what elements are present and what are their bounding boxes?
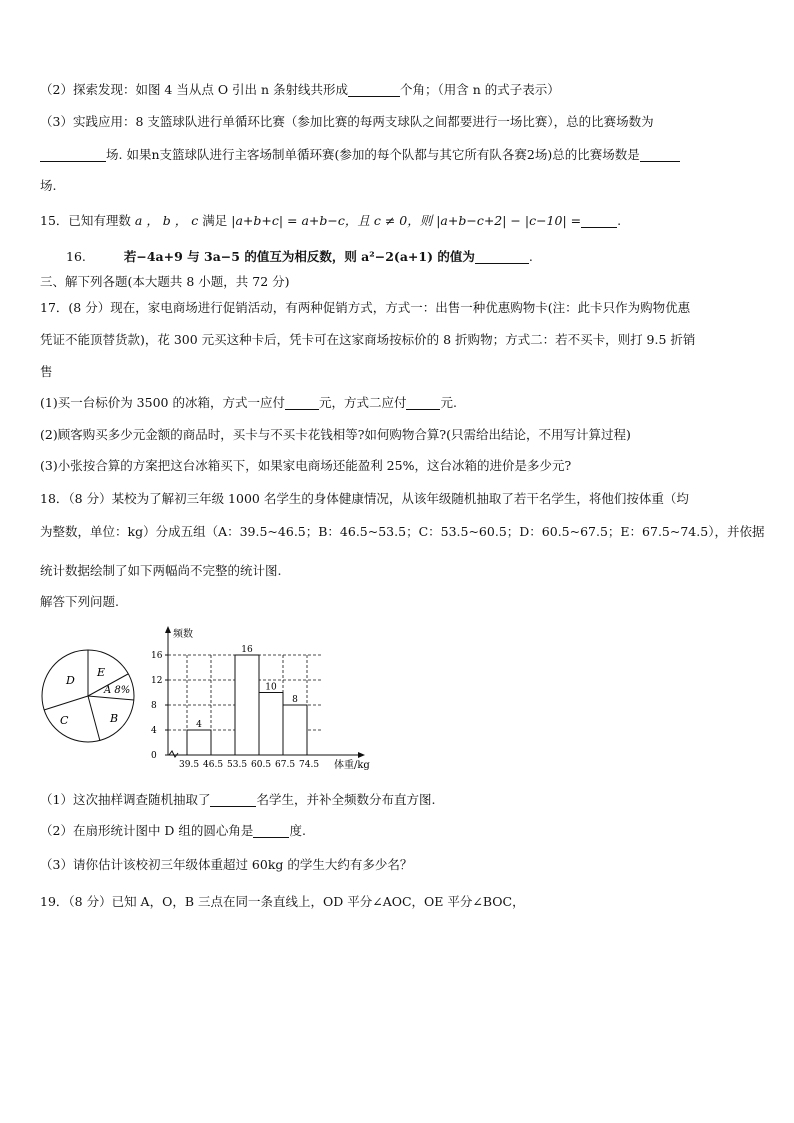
pie-label-d: D: [66, 674, 75, 687]
q16-number: 16.: [66, 249, 86, 264]
pie-label-c: C: [60, 714, 69, 727]
q15-text-b: 满足: [202, 213, 228, 228]
q17-sub1: [40, 393, 457, 413]
histogram-ylabel: 频数: [173, 629, 193, 640]
q14-part3-text-a: （3）实践应用：8 支篮球队进行单循环比赛（参加比赛的每两支球队之间都要进行一场比赛），总的比赛场数为: [40, 114, 654, 129]
q17-line2: 凭证不能顶替货款)，花 300 元买这种卡后，凭卡可在这家商场按标价的 8 折购物；方式二：若不买卡，则打 9.5 折销: [40, 332, 696, 347]
q15-text-a: 15．已知有理数: [40, 213, 131, 228]
q18-sub2-text-a: （2）在扇形统计图中 D 组的圆心角是: [40, 823, 254, 838]
q18-line3: 统计数据绘制了如下两幅尚不完整的统计图.: [40, 563, 282, 578]
q15-condition: |a+b+c| = a+b−c，且 c ≠ 0，则 |a+b−c+2| − |c−10| =: [231, 213, 582, 228]
y-tick-label: 16: [151, 651, 163, 661]
q14-part2-text-a: （2）探索发现：如图 4 当从点 O 引出 n 条射线共形成: [40, 82, 349, 97]
answer-blank[interactable]: [640, 147, 680, 162]
q17-sub2: (2)顾客购买多少元金额的商品时，买卡与不买卡花钱相等?如何购物合算?(只需给出结论，不用写计算过程): [40, 427, 631, 442]
answer-blank[interactable]: [348, 82, 400, 97]
pie-chart: [40, 648, 136, 744]
x-tick-label: 67.5: [275, 760, 296, 770]
bar-value-label: 4: [196, 720, 202, 730]
q19-line1: 19．（8 分）已知 A，O，B 三点在同一条直线上，OD 平分∠AOC，OE 平分∠BOC，: [40, 894, 525, 909]
section-3-heading: 三、解下列各题(本大题共 8 小题，共 72 分): [40, 274, 290, 289]
answer-blank[interactable]: [253, 823, 289, 838]
q17-sub1-text-a: (1)买一台标价为 3500 的冰箱，方式一应付: [40, 395, 285, 410]
bar-value-label: 8: [292, 695, 298, 705]
q17-sub1-text-c: 元.: [440, 395, 457, 410]
question-15: [40, 211, 621, 231]
pie-label-e: E: [97, 666, 106, 679]
x-tick-label: 53.5: [227, 760, 248, 770]
q14-part3-line1: [40, 112, 654, 132]
answer-blank[interactable]: [581, 213, 617, 228]
q18-sub2: [40, 821, 306, 841]
q15-vars: a ， b ， c: [134, 213, 199, 228]
histogram-bar: [187, 730, 211, 755]
pie-label-b: B: [110, 712, 119, 725]
q14-part3-text-b: 场. 如果n支篮球队进行主客场制单循环赛(参加的每个队都与其它所有队各赛2场)总的比赛场数是: [106, 147, 640, 162]
x-tick-label: 46.5: [203, 760, 224, 770]
q16-text-a: 若−4a+9 与 3a−5 的值互为相反数，则 a²−2(a+1) 的值为: [123, 249, 475, 264]
answer-blank[interactable]: [475, 249, 529, 264]
histogram-bar: [235, 655, 259, 755]
histogram-bar: [283, 705, 307, 755]
q18-sub2-text-b: 度.: [289, 823, 306, 838]
q14-part2: [40, 80, 560, 100]
y-tick-label: 4: [151, 726, 157, 736]
q18-sub3: （3）请你估计该校初三年级体重超过 60kg 的学生大约有多少名？: [40, 857, 413, 872]
q18-line2: 为整数，单位：kg）分成五组（A：39.5~46.5；B：46.5~53.5；C：53.5~60.5；D：60.5~67.5；E：67.5~74.5），并依据: [40, 524, 765, 539]
answer-blank[interactable]: [285, 395, 319, 410]
bar-value-label: 16: [241, 645, 253, 655]
answer-blank[interactable]: [210, 792, 256, 807]
x-tick-label: 60.5: [251, 760, 272, 770]
q18-sub1: [40, 790, 435, 810]
answer-blank[interactable]: [40, 147, 106, 162]
y-tick-label: 8: [151, 701, 157, 711]
q16-text-b: .: [528, 249, 533, 264]
question-16: [66, 247, 533, 267]
y-tick-label: 12: [151, 676, 163, 686]
q17-line1: 17．(8 分）现在，家电商场进行促销活动，有两种促销方式，方式一：出售一种优惠购物卡(注：此卡只作为购物优惠: [40, 300, 691, 315]
histogram-xlabel: 体重/kg: [334, 760, 370, 771]
q18-line4: 解答下列问题.: [40, 594, 119, 609]
q18-sub1-text-a: （1）这次抽样调查随机抽取了: [40, 792, 211, 807]
x-tick-label: 39.5: [179, 760, 200, 770]
q14-part3-line3: [40, 176, 56, 196]
q17-sub3: (3)小张按合算的方案把这台冰箱买下，如果家电商场还能盈利 25%，这台冰箱的进价是多少元?: [40, 458, 572, 473]
q15-text-c: .: [617, 213, 622, 228]
x-tick-label: 74.5: [299, 760, 320, 770]
bar-value-label: 10: [265, 682, 277, 693]
answer-blank[interactable]: [406, 395, 440, 410]
q17-line3: 售: [40, 364, 53, 379]
q14-part3-line2: [40, 145, 680, 165]
histogram: [145, 625, 405, 775]
y-tick-label: 0: [151, 751, 157, 761]
q14-part3-text-c: 场.: [40, 178, 57, 193]
histogram-bar: [259, 693, 283, 756]
q14-part2-text-b: 个角；（用含 n 的式子表示）: [400, 82, 560, 97]
q17-sub1-text-b: 元，方式二应付: [318, 395, 407, 410]
q18-line1: 18．（8 分）某校为了解初三年级 1000 名学生的身体健康情况，从该年级随机抽取了若干名学生，将他们按体重（均: [40, 491, 689, 506]
q18-sub1-text-b: 名学生，并补全频数分布直方图.: [256, 792, 436, 807]
pie-label-a: A 8%: [104, 685, 131, 696]
